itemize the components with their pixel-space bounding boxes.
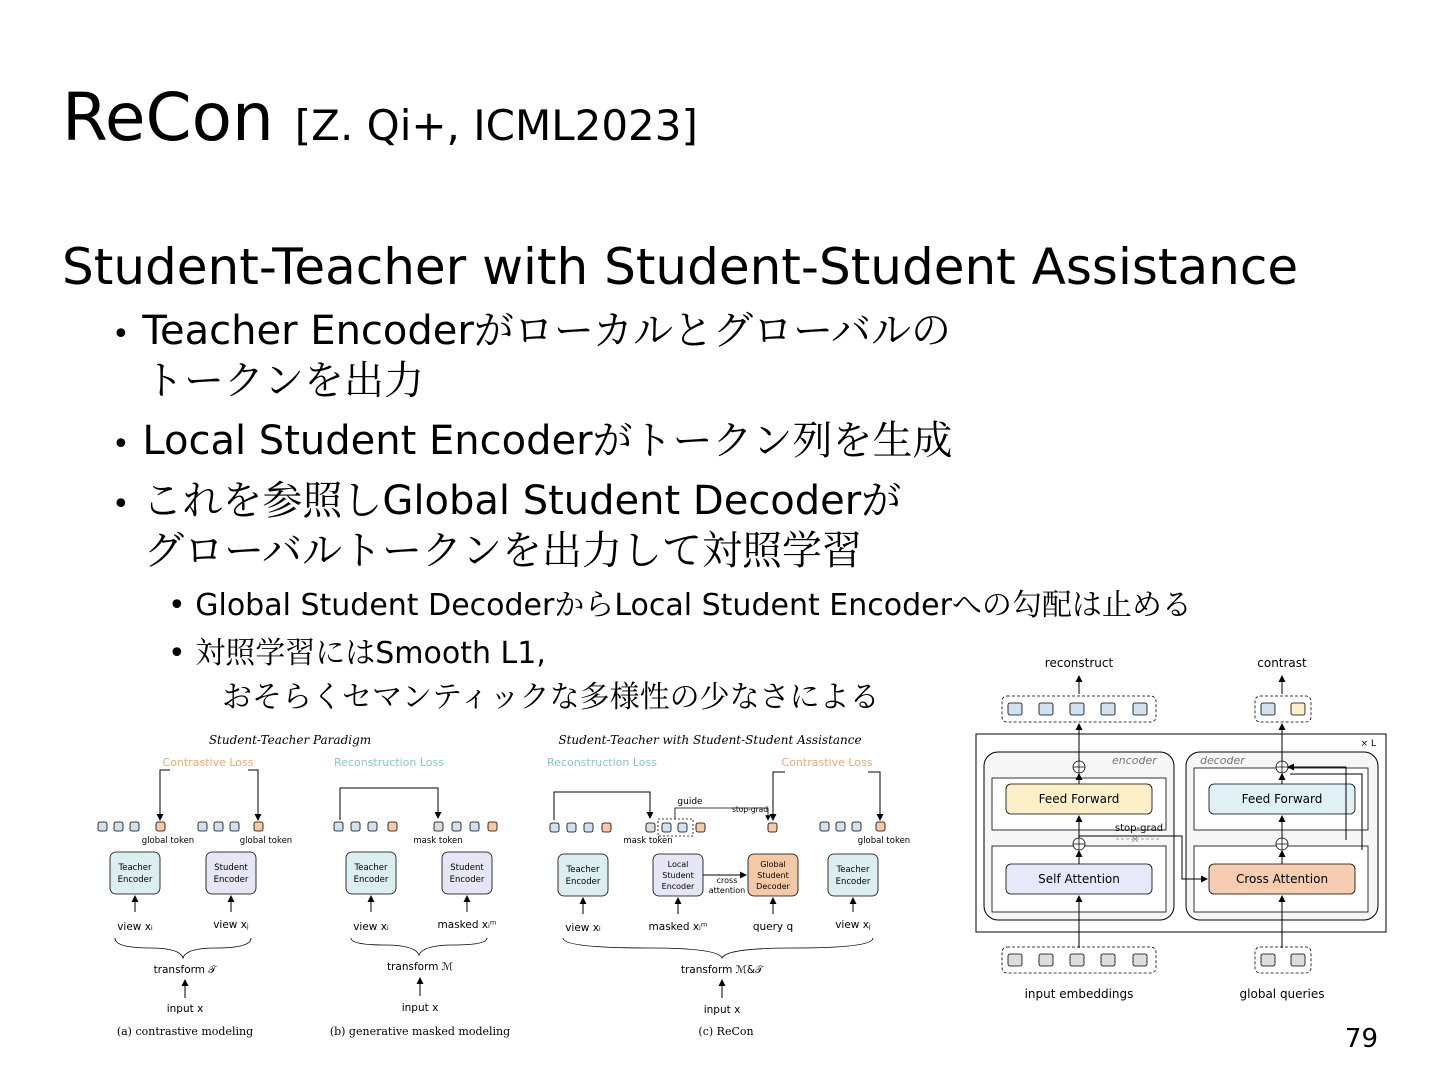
bullet-1-cont: トークンを出力 xyxy=(144,358,424,404)
sub-bullet-1-text: Global Student DecoderからLocal Student Encoderへの勾配は止める xyxy=(195,588,1192,623)
view-xi-label: view xᵢ xyxy=(353,921,389,933)
svg-text:Encoder: Encoder xyxy=(213,875,249,885)
reconstruction-loss-label: Reconstruction Loss xyxy=(334,756,444,769)
teacher-encoder-box xyxy=(110,852,160,894)
mask-token-label: mask token xyxy=(413,836,463,846)
header-student-teacher: Student-Teacher Paradigm xyxy=(208,733,372,747)
page-number: 79 xyxy=(1344,1024,1378,1054)
caption-c: (c) ReCon xyxy=(698,1025,754,1038)
reconstruction-loss-label: Reconstruction Loss xyxy=(547,756,657,769)
recon-architecture-figure xyxy=(972,650,1392,1010)
masked-xim-label: masked xᵢᵐ xyxy=(437,919,497,931)
token-row-b2 xyxy=(434,822,497,831)
teacher-encoder-box xyxy=(346,852,396,894)
svg-text:Student: Student xyxy=(757,871,789,880)
view-xj-label: view xⱼ xyxy=(835,919,871,931)
svg-text:Encoder: Encoder xyxy=(353,875,389,885)
stop-grad-label: stop-grad xyxy=(731,805,769,814)
svg-text:Teacher: Teacher xyxy=(836,865,870,875)
bullet-dot: • xyxy=(112,317,130,352)
panel-a xyxy=(98,756,292,1038)
guide-label: guide xyxy=(677,797,703,807)
input-x-label: input x xyxy=(166,1003,204,1015)
bullet-2-text: Local Student Encoderがトークン列を生成 xyxy=(142,418,953,464)
token-row-a2 xyxy=(198,822,263,831)
section-heading: Student-Teacher with Student-Student Assistance xyxy=(62,238,1299,296)
svg-text:cross: cross xyxy=(716,876,738,885)
svg-text:Student: Student xyxy=(214,863,248,873)
bullet-dot: • xyxy=(112,427,130,462)
citation: [Z. Qi+, ICML2023] xyxy=(294,101,698,150)
caption-a: (a) contrastive modeling xyxy=(116,1025,254,1038)
svg-text:Local: Local xyxy=(667,860,689,869)
bullet-dot: • xyxy=(168,588,196,623)
contrastive-loss-label: Contrastive Loss xyxy=(781,756,873,769)
feed-forward-label: Feed Forward xyxy=(1241,792,1323,806)
bullet-2 xyxy=(112,416,953,470)
svg-text:Teacher: Teacher xyxy=(566,865,600,875)
svg-text:Encoder: Encoder xyxy=(661,882,695,891)
reconstruct-label: reconstruct xyxy=(1044,656,1114,670)
slide-title xyxy=(62,78,698,166)
svg-text:Encoder: Encoder xyxy=(117,875,153,885)
title-text: ReCon xyxy=(62,79,274,156)
transform-m-label: transform ℳ xyxy=(386,961,454,973)
transform-t-label: transform 𝒯 xyxy=(153,964,217,976)
cross-attention-label: Cross Attention xyxy=(1235,872,1329,886)
svg-text:Encoder: Encoder xyxy=(449,875,485,885)
bullet-1 xyxy=(112,306,951,360)
bullet-3-cont: グローバルトークンを出力して対照学習 xyxy=(144,528,862,574)
sub-bullet-2-cont: おそらくセマンティックな多様性の少なさによる xyxy=(222,680,880,715)
svg-text:Global: Global xyxy=(760,860,786,869)
stop-grad-label: stop-grad xyxy=(1114,823,1164,834)
contrast-label: contrast xyxy=(1257,656,1307,670)
panel-b xyxy=(330,756,510,1038)
self-attention-label: Self Attention xyxy=(1038,872,1120,886)
token-row-b1 xyxy=(334,822,397,831)
svg-text:attention: attention xyxy=(708,886,746,895)
bullet-3-text: これを参照しGlobal Student Decoderが xyxy=(142,478,902,524)
recon-paradigm-figure xyxy=(90,730,930,1050)
header-recon: Student-Teacher with Student-Student Assistance xyxy=(558,733,862,747)
transform-mt-label: transform ℳ&𝒯 xyxy=(680,964,764,976)
student-encoder-box xyxy=(206,852,256,894)
global-token-label: global token xyxy=(141,836,195,846)
svg-text:Student: Student xyxy=(662,871,694,880)
token-row-a1 xyxy=(98,822,165,831)
sub-bullet-2 xyxy=(168,634,546,674)
teacher-encoder-box xyxy=(558,854,608,896)
contrastive-loss-label: Contrastive Loss xyxy=(162,756,254,769)
input-x-label: input x xyxy=(401,1002,439,1014)
panel-c xyxy=(547,756,910,1038)
svg-text:Encoder: Encoder xyxy=(835,877,871,887)
input-x-label: input x xyxy=(703,1004,741,1016)
caption-b: (b) generative masked modeling xyxy=(329,1025,511,1038)
global-token xyxy=(768,823,777,832)
bullet-1-text: Teacher Encoderがローカルとグローバルの xyxy=(142,308,952,354)
input-embeddings-label: input embeddings xyxy=(1024,987,1134,1001)
sub-bullet-2-text: 対照学習にはSmooth L1, xyxy=(195,636,546,671)
student-encoder-box xyxy=(442,852,492,894)
svg-text:Encoder: Encoder xyxy=(565,877,601,887)
contrast-token-row xyxy=(1255,696,1311,722)
token-row-c3 xyxy=(820,822,885,831)
bullet-dot: • xyxy=(168,636,196,671)
global-token-label: global token xyxy=(239,836,293,846)
sub-bullet-1 xyxy=(168,586,1192,626)
encoder-label: encoder xyxy=(1112,754,1157,767)
mask-token-label: mask token xyxy=(623,836,673,846)
view-xi-label: view xᵢ xyxy=(565,922,601,934)
svg-text:Decoder: Decoder xyxy=(756,882,790,891)
feed-forward-label: Feed Forward xyxy=(1038,792,1120,806)
input-embedding-row xyxy=(1002,947,1156,973)
global-token-label: global token xyxy=(857,836,911,846)
view-xj-label: view xⱼ xyxy=(213,919,249,931)
svg-text:Student: Student xyxy=(450,863,484,873)
output-token-row xyxy=(1002,696,1156,722)
svg-text:Teacher: Teacher xyxy=(354,863,388,873)
query-q-label: query q xyxy=(752,921,794,933)
token-row-c1 xyxy=(550,823,611,832)
svg-text:Teacher: Teacher xyxy=(118,863,152,873)
times-l-label: × L xyxy=(1360,739,1376,749)
bullet-dot: • xyxy=(112,487,130,522)
global-query-row xyxy=(1255,947,1311,973)
token-row-c2 xyxy=(646,819,705,836)
decoder-label: decoder xyxy=(1200,754,1245,767)
teacher-encoder-box xyxy=(828,854,878,896)
masked-xim-label: masked xᵢᵐ xyxy=(648,921,708,933)
view-xi-label: view xᵢ xyxy=(117,921,153,933)
global-queries-label: global queries xyxy=(1239,987,1325,1001)
bullet-3 xyxy=(112,476,901,530)
